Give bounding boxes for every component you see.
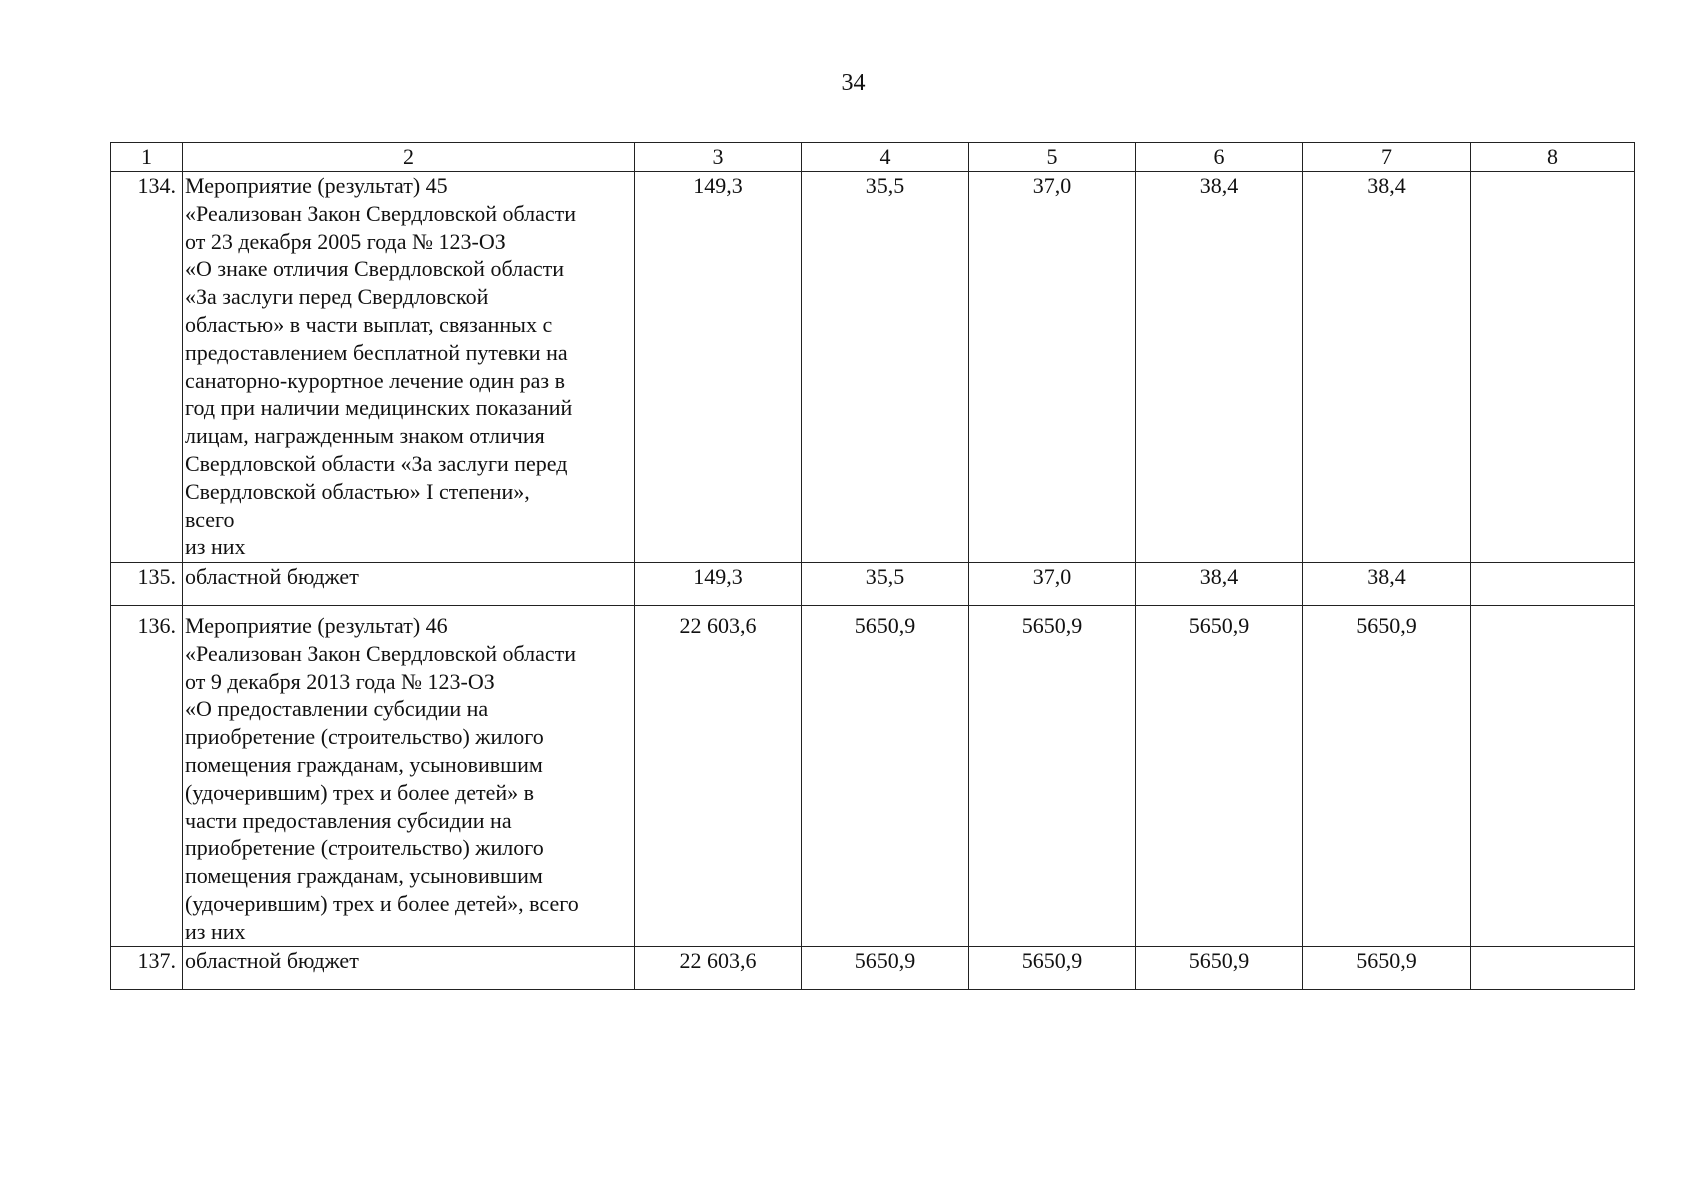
value-cell-6: 5650,9 — [1136, 947, 1303, 990]
row-description: областной бюджет — [183, 947, 635, 990]
row-number: 134. — [111, 172, 183, 563]
value-cell-5: 37,0 — [969, 563, 1136, 606]
value-cell-8 — [1471, 172, 1635, 563]
value-cell-7: 5650,9 — [1303, 947, 1471, 990]
table-row — [111, 563, 1635, 606]
header-cell: 6 — [1136, 143, 1303, 172]
header-cell: 7 — [1303, 143, 1471, 172]
header-cell: 3 — [635, 143, 802, 172]
table-row — [111, 947, 1635, 990]
value-cell-8 — [1471, 606, 1635, 947]
row-number: 137. — [111, 947, 183, 990]
value-cell-4: 35,5 — [802, 563, 969, 606]
value-cell-4: 35,5 — [802, 172, 969, 563]
budget-table — [110, 142, 1635, 990]
value-cell-7: 38,4 — [1303, 172, 1471, 563]
row-number: 136. — [111, 606, 183, 947]
header-cell: 2 — [183, 143, 635, 172]
value-cell-3: 22 603,6 — [635, 947, 802, 990]
table-row — [111, 172, 1635, 563]
value-cell-7: 5650,9 — [1303, 606, 1471, 947]
table-header-row — [111, 143, 1635, 172]
header-cell: 1 — [111, 143, 183, 172]
header-cell: 5 — [969, 143, 1136, 172]
value-cell-4: 5650,9 — [802, 947, 969, 990]
page-number: 34 — [841, 70, 866, 96]
value-cell-3: 149,3 — [635, 563, 802, 606]
value-cell-4: 5650,9 — [802, 606, 969, 947]
value-cell-5: 5650,9 — [969, 606, 1136, 947]
header-cell: 4 — [802, 143, 969, 172]
value-cell-7: 38,4 — [1303, 563, 1471, 606]
value-cell-6: 5650,9 — [1136, 606, 1303, 947]
value-cell-8 — [1471, 563, 1635, 606]
row-number: 135. — [111, 563, 183, 606]
value-cell-5: 37,0 — [969, 172, 1136, 563]
header-cell: 8 — [1471, 143, 1635, 172]
value-cell-8 — [1471, 947, 1635, 990]
value-cell-5: 5650,9 — [969, 947, 1136, 990]
value-cell-6: 38,4 — [1136, 563, 1303, 606]
row-description: Мероприятие (результат) 45 «Реализован Закон Свердловской области от 23 декабря 2005 года № 123-ОЗ «О знаке отличия Свердловской области «За заслуги перед Свердловской областью» в части выплат, связанных с предоставлением бесплатной путевки на санаторно-курортное лечение один раз в год при наличии медицинских показаний лицам, награжденным знаком отличия Свердловской области «За заслуги перед Свердловской областью» I степени», всего из них — [183, 172, 635, 563]
row-description: областной бюджет — [183, 563, 635, 606]
value-cell-3: 149,3 — [635, 172, 802, 563]
value-cell-3: 22 603,6 — [635, 606, 802, 947]
value-cell-6: 38,4 — [1136, 172, 1303, 563]
table-row — [111, 606, 1635, 947]
row-description: Мероприятие (результат) 46 «Реализован Закон Свердловской области от 9 декабря 2013 года № 123-ОЗ «О предоставлении субсидии на приобретение (строительство) жилого помещения гражданам, усыновившим (удочерившим) трех и более детей» в части предоставления субсидии на приобретение (строительство) жилого помещения гражданам, усыновившим (удочерившим) трех и более детей», всего из них — [183, 606, 635, 947]
